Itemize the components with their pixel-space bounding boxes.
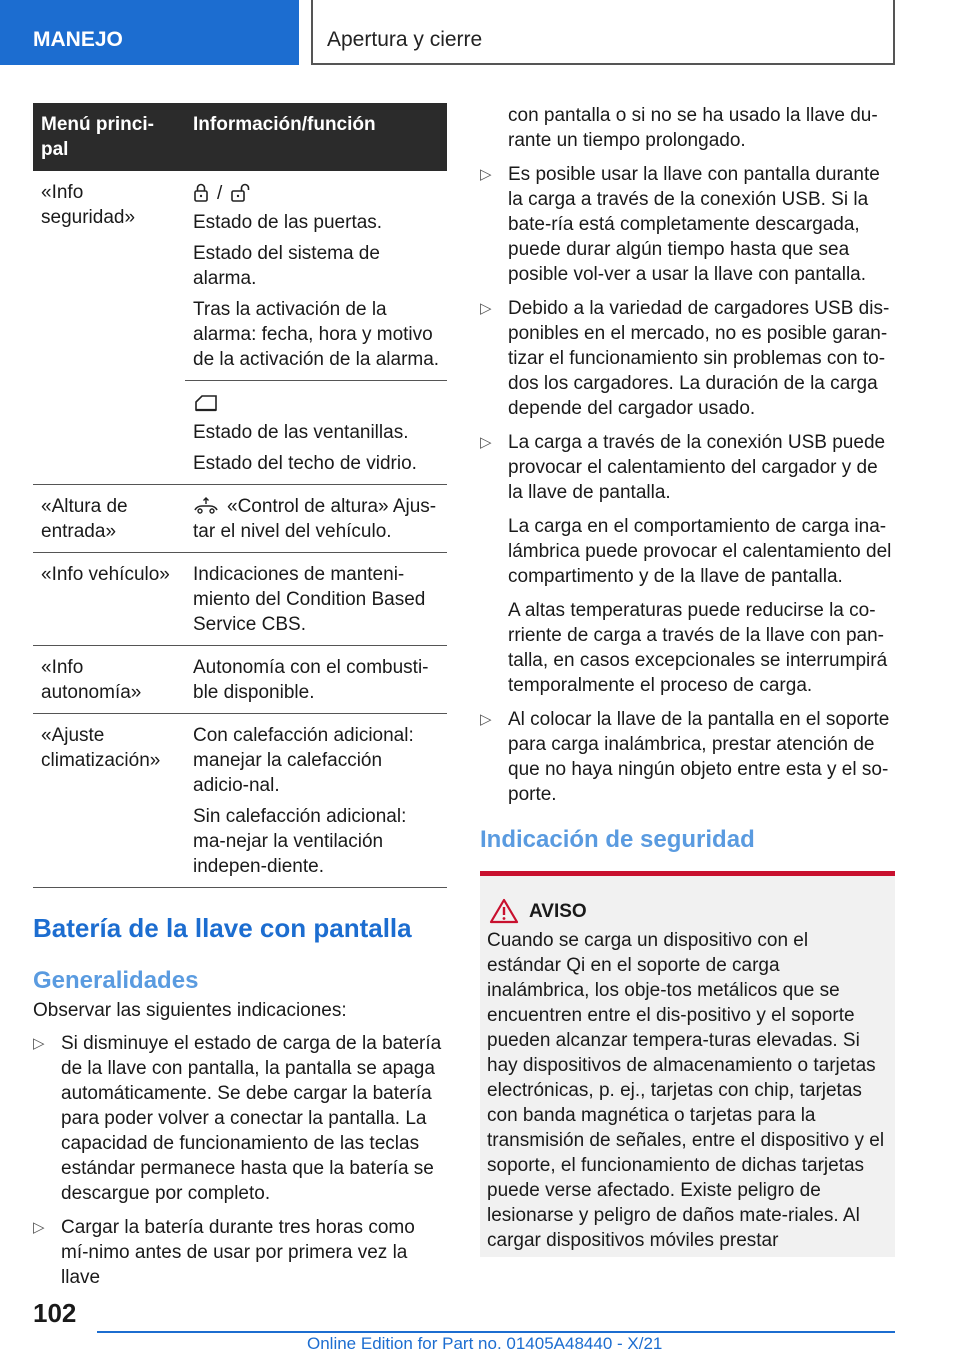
triangle-bullet-icon: ▷ xyxy=(480,711,492,728)
bullet-text: Si disminuye el estado de carga de la batería de la llave con pantalla, la pantalla se apaga automáticamente. Se debe cargar la batería para poder volver a conectar la pantalla. La capacidad de funcionamiento de las teclas estándar permanece hasta que la batería se descargue por completo. xyxy=(61,1033,442,1204)
icon-separator: / xyxy=(217,182,223,204)
bullet-list-left xyxy=(33,1031,447,1290)
table-row xyxy=(33,553,447,646)
info-text: Sin calefacción adicional: ma-nejar la ventilación indepen-diente. xyxy=(193,806,407,877)
info-text xyxy=(193,494,441,544)
info-text: Con calefacción adicional: manejar la calefacción adicio-nal. xyxy=(193,725,414,796)
window-icons xyxy=(193,390,441,416)
warning-header xyxy=(487,898,887,924)
intro-text: Observar las siguientes indicaciones: xyxy=(33,1000,347,1021)
section-title: Batería de la llave con pantalla xyxy=(33,913,412,943)
section-subtitle: Generalidades xyxy=(33,967,199,994)
menu-table xyxy=(33,103,447,888)
menu-cell: «Info seguridad» xyxy=(33,171,185,485)
info-text-content: «Control de altura» Ajus-tar el nivel del vehículo. xyxy=(193,496,437,542)
list-item xyxy=(480,707,895,807)
list-item xyxy=(33,1215,447,1290)
info-cell xyxy=(185,171,447,381)
left-column xyxy=(33,103,447,1299)
info-cell xyxy=(185,381,447,485)
list-item xyxy=(480,296,895,421)
info-text: Tras la activación de la alarma: fecha, hora y motivo de la activación de la alarma. xyxy=(193,299,440,370)
info-cell xyxy=(185,646,447,714)
info-cell xyxy=(185,553,447,646)
bullet-text: Cargar la batería durante tres horas como mí-nimo antes de usar por primera vez la llave xyxy=(61,1217,415,1288)
info-text: Estado de las ventanillas. xyxy=(193,422,409,443)
lock-closed-icon xyxy=(193,183,209,203)
menu-cell: «Info vehículo» xyxy=(33,553,185,646)
page-number: 102 xyxy=(33,1298,77,1328)
table-row xyxy=(33,485,447,553)
info-cell xyxy=(185,714,447,888)
list-item xyxy=(480,430,895,698)
bullet-text: Debido a la variedad de cargadores USB dis-ponibles en el mercado, no es posible garan-tizar el funcionamiento sin problemas con to-dos los cargadores. La duración de la carga depende del cargador usado. xyxy=(508,298,890,419)
triangle-bullet-icon: ▷ xyxy=(480,434,492,451)
info-text: Estado del techo de vidrio. xyxy=(193,453,417,474)
table-row xyxy=(33,646,447,714)
menu-cell: «Altura de entrada» xyxy=(33,485,185,553)
vehicle-height-icon xyxy=(193,497,219,515)
table-row xyxy=(33,171,447,381)
continuation-text: con pantalla o si no se ha usado la llave du-rante un tiempo prolongado. xyxy=(508,105,878,151)
safety-title: Indicación de seguridad xyxy=(480,826,755,853)
warning-label: AVISO xyxy=(529,900,587,922)
list-item xyxy=(33,1031,447,1206)
header-section-label: MANEJO xyxy=(0,0,299,65)
footer-edition: Online Edition for Part no. 01405A48440 - X/21 xyxy=(307,1334,663,1353)
warning-triangle-icon xyxy=(489,898,519,924)
triangle-bullet-icon: ▷ xyxy=(480,166,492,183)
info-cell xyxy=(185,485,447,553)
bullet-text: La carga en el comportamiento de carga ina-lámbrica puede provocar el calentamiento del compartimento y de la llave de pantalla. xyxy=(508,516,892,587)
list-item xyxy=(480,162,895,287)
table-row xyxy=(33,714,447,888)
triangle-bullet-icon: ▷ xyxy=(480,300,492,317)
lock-icons xyxy=(193,180,441,206)
menu-cell: «Ajuste climatización» xyxy=(33,714,185,888)
header-chapter-title: Apertura y cierre xyxy=(311,0,895,65)
triangle-bullet-icon: ▷ xyxy=(33,1219,45,1236)
menu-cell: «Info autonomía» xyxy=(33,646,185,714)
triangle-bullet-icon: ▷ xyxy=(33,1035,45,1052)
info-text: Estado del sistema de alarma. xyxy=(193,243,380,289)
info-text: Autonomía con el combusti-ble disponible. xyxy=(193,657,429,703)
table-header-info: Información/función xyxy=(185,103,447,171)
window-icon xyxy=(193,393,219,413)
info-text: Estado de las puertas. xyxy=(193,212,383,233)
info-text: Indicaciones de manteni-miento del Condition Based Service CBS. xyxy=(193,564,426,635)
bullet-text: La carga a través de la conexión USB puede provocar el calentamiento del cargador y de la llave de pantalla. xyxy=(508,432,886,503)
warning-text: Cuando se carga un dispositivo con el estándar Qi en el soporte de carga inalámbrica, los obje-tos metálicos que se encuentren entre el dis-positivo y el soporte pueden alcanzar tempera-turas elevadas. Si hay dispositivos de almacenamiento o tarjetas electrónicas, p. ej., tarjetas con chip, tarjetas con banda magnética o tarjetas para la transmisión de señales, entre el dispositivo y el soporte, el funcionamiento de dichas tarjetas puede verse afectado. Existe peligro de lesionarse y peligro de daños mate-riales. Al cargar dispositivos móviles prestar xyxy=(487,930,885,1251)
table-header-menu: Menú princi-pal xyxy=(33,103,185,171)
bullet-text: A altas temperaturas puede reducirse la co-rriente de carga a través de la llave con pan-talla, en casos excepcionales se interrumpirá temporalmente el proceso de carga. xyxy=(508,600,888,696)
lock-open-icon xyxy=(230,183,256,203)
footer-divider xyxy=(97,1331,895,1333)
right-column xyxy=(480,103,895,1257)
bullet-text: Al colocar la llave de la pantalla en el soporte para carga inalámbrica, prestar atención de que no haya ningún objeto entre esta y el so-porte. xyxy=(508,709,890,805)
bullet-list-right xyxy=(480,162,895,807)
warning-box xyxy=(480,871,895,1257)
bullet-text: Es posible usar la llave con pantalla durante la carga a través de la conexión USB. Si la bate-ría está completamente descargada, puede durar algún tiempo hasta que sea posible vol-ver a usar la llave con pantalla. xyxy=(508,164,880,285)
